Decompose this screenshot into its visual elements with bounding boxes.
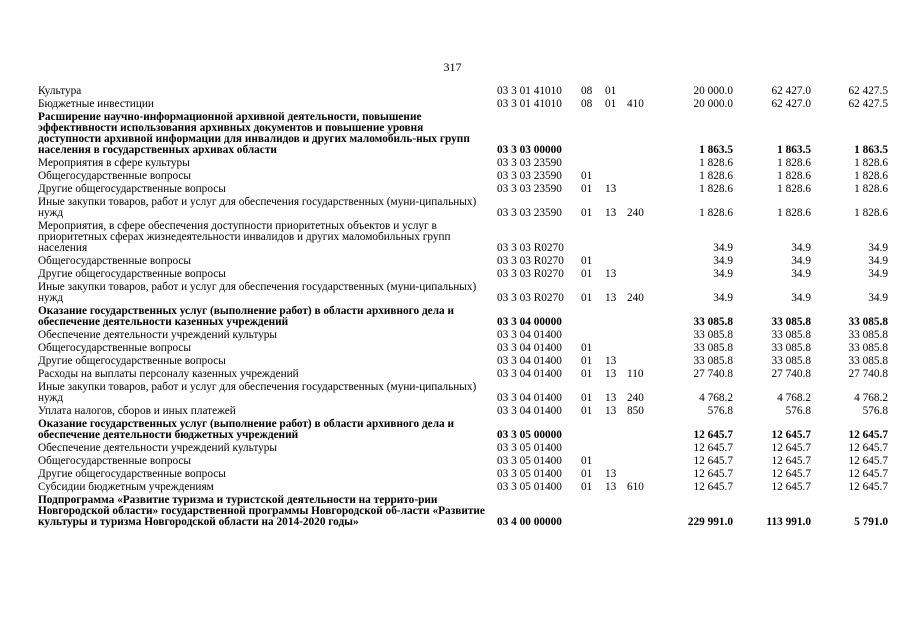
row-value-2: 27 740.8 bbox=[771, 368, 811, 380]
row-value-1: 12 645.7 bbox=[693, 455, 733, 467]
row-value-1: 1 863.5 bbox=[699, 144, 733, 156]
row-subsection bbox=[605, 418, 627, 442]
row-value-2: 33 085.8 bbox=[771, 355, 811, 367]
row-code: 03 3 05 01400 bbox=[497, 481, 562, 493]
row-value-2: 12 645.7 bbox=[771, 455, 811, 467]
row-section bbox=[581, 418, 605, 442]
row-section: 01 bbox=[581, 268, 593, 280]
row-section: 01 bbox=[581, 183, 593, 195]
table-row bbox=[38, 355, 888, 368]
row-value-3: 12 645.7 bbox=[848, 429, 888, 441]
table-row bbox=[38, 455, 888, 468]
table-row bbox=[38, 305, 888, 329]
row-section: 01 bbox=[581, 170, 593, 182]
row-name: Другие общегосударственные вопросы bbox=[38, 268, 226, 280]
row-name: Иные закупки товаров, работ и услуг для обеспечения государственных (муни-ципальных) нужд bbox=[38, 281, 477, 304]
row-value-1: 33 085.8 bbox=[693, 355, 733, 367]
row-value-1: 1 828.6 bbox=[699, 207, 733, 219]
row-value-3: 33 085.8 bbox=[848, 355, 888, 367]
row-name: Мероприятия в сфере культуры bbox=[38, 157, 190, 169]
row-code: 03 3 03 R0270 bbox=[497, 255, 564, 267]
row-section: 01 bbox=[581, 355, 593, 367]
row-code: 03 3 03 R0270 bbox=[497, 268, 564, 280]
row-expense-type bbox=[627, 157, 657, 170]
row-value-3: 12 645.7 bbox=[848, 468, 888, 480]
table-row bbox=[38, 255, 888, 268]
row-value-3: 1 828.6 bbox=[854, 207, 888, 219]
row-section bbox=[581, 111, 605, 157]
row-value-2: 34.9 bbox=[791, 292, 811, 304]
row-expense-type: 850 bbox=[627, 405, 644, 417]
row-subsection: 01 bbox=[605, 98, 617, 110]
row-section: 01 bbox=[581, 455, 593, 467]
table-row bbox=[38, 468, 888, 481]
row-value-2: 113 991.0 bbox=[766, 516, 811, 528]
row-subsection: 13 bbox=[605, 292, 617, 304]
row-subsection: 13 bbox=[605, 405, 617, 417]
row-expense-type bbox=[627, 183, 657, 196]
row-name: Иные закупки товаров, работ и услуг для обеспечения государственных (муни-ципальных) нужд bbox=[38, 381, 477, 404]
row-section bbox=[581, 329, 605, 342]
table-row bbox=[38, 220, 888, 255]
row-subsection bbox=[605, 157, 627, 170]
row-value-2: 62 427.0 bbox=[771, 98, 811, 110]
row-value-2: 34.9 bbox=[791, 255, 811, 267]
row-expense-type bbox=[627, 468, 657, 481]
table-row bbox=[38, 418, 888, 442]
page-number: 317 bbox=[443, 60, 462, 74]
row-value-2: 33 085.8 bbox=[771, 316, 811, 328]
row-section: 01 bbox=[581, 255, 593, 267]
table-row bbox=[38, 111, 888, 157]
row-value-1: 33 085.8 bbox=[693, 342, 733, 354]
row-value-1: 12 645.7 bbox=[693, 481, 733, 493]
row-name: Расходы на выплаты персоналу казенных учреждений bbox=[38, 368, 299, 380]
row-subsection bbox=[605, 220, 627, 255]
row-value-2: 1 828.6 bbox=[777, 170, 811, 182]
row-subsection bbox=[605, 329, 627, 342]
row-section bbox=[581, 494, 605, 529]
row-name: Расширение научно-информационной архивной деятельности, повышение эффективности использования архивных документов и повышение уровня доступности архивной информации для инвалидов и других маломобиль-ных групп населения в государственных архивах области bbox=[38, 111, 470, 156]
table-row bbox=[38, 196, 888, 220]
row-code: 03 3 03 R0270 bbox=[497, 292, 564, 304]
row-code: 03 3 05 01400 bbox=[497, 468, 562, 480]
row-value-3: 33 085.8 bbox=[848, 342, 888, 354]
row-section: 08 bbox=[581, 98, 593, 110]
row-value-3: 33 085.8 bbox=[848, 329, 888, 341]
row-value-3: 5 791.0 bbox=[854, 516, 888, 528]
row-name: Общегосударственные вопросы bbox=[38, 255, 191, 267]
row-value-3: 1 863.5 bbox=[854, 144, 888, 156]
row-section: 01 bbox=[581, 405, 593, 417]
row-value-3: 12 645.7 bbox=[848, 442, 888, 454]
row-name: Оказание государственных услуг (выполнение работ) в области архивного дела и обеспечение деятельности казенных учреждений bbox=[38, 305, 455, 328]
row-value-1: 12 645.7 bbox=[693, 468, 733, 480]
row-subsection bbox=[605, 305, 627, 329]
row-value-2: 62 427.0 bbox=[771, 85, 811, 97]
row-code: 03 3 04 01400 bbox=[497, 355, 562, 367]
row-subsection: 13 bbox=[605, 368, 617, 380]
table-row bbox=[38, 405, 888, 418]
row-value-1: 33 085.8 bbox=[693, 316, 733, 328]
row-value-2: 1 828.6 bbox=[777, 183, 811, 195]
row-value-1: 12 645.7 bbox=[693, 429, 733, 441]
table-row bbox=[38, 442, 888, 455]
row-expense-type: 610 bbox=[627, 481, 644, 493]
row-section: 01 bbox=[581, 392, 593, 404]
row-subsection: 13 bbox=[605, 468, 617, 480]
row-value-3: 34.9 bbox=[868, 292, 888, 304]
row-subsection: 13 bbox=[605, 355, 617, 367]
row-value-3: 1 828.6 bbox=[854, 183, 888, 195]
table-row bbox=[38, 368, 888, 381]
row-value-3: 12 645.7 bbox=[848, 481, 888, 493]
row-subsection: 13 bbox=[605, 183, 617, 195]
row-name: Подпрограмма «Развитие туризма и туристской деятельности на террито-рии Новгородской области» государственной программы Новгородской об-ласти «Развитие культуры и туризма Новгородской области на 2014-2020 годы» bbox=[38, 494, 485, 528]
row-value-1: 4 768.2 bbox=[699, 392, 733, 404]
row-value-1: 20 000.0 bbox=[693, 98, 733, 110]
row-name: Общегосударственные вопросы bbox=[38, 342, 191, 354]
row-value-2: 1 828.6 bbox=[777, 157, 811, 169]
row-name: Другие общегосударственные вопросы bbox=[38, 183, 226, 195]
row-value-1: 20 000.0 bbox=[693, 85, 733, 97]
row-value-2: 34.9 bbox=[791, 242, 811, 254]
table-row bbox=[38, 381, 888, 405]
row-section: 01 bbox=[581, 468, 593, 480]
table-row bbox=[38, 329, 888, 342]
row-expense-type bbox=[627, 268, 657, 281]
row-code: 03 3 04 01400 bbox=[497, 368, 562, 380]
row-value-1: 229 991.0 bbox=[687, 516, 733, 528]
row-expense-type bbox=[627, 220, 657, 255]
row-expense-type: 240 bbox=[627, 292, 644, 304]
table-row bbox=[38, 494, 888, 529]
row-value-2: 34.9 bbox=[791, 268, 811, 280]
row-expense-type bbox=[627, 442, 657, 455]
row-expense-type bbox=[627, 85, 657, 98]
row-subsection: 13 bbox=[605, 481, 617, 493]
row-subsection bbox=[605, 455, 627, 468]
row-value-1: 12 645.7 bbox=[693, 442, 733, 454]
row-section: 01 bbox=[581, 207, 593, 219]
row-code: 03 3 03 23590 bbox=[497, 207, 562, 219]
row-name: Общегосударственные вопросы bbox=[38, 170, 191, 182]
row-expense-type bbox=[627, 111, 657, 157]
row-subsection: 13 bbox=[605, 268, 617, 280]
row-value-2: 4 768.2 bbox=[777, 392, 811, 404]
table-row bbox=[38, 281, 888, 305]
row-expense-type bbox=[627, 170, 657, 183]
row-value-2: 12 645.7 bbox=[771, 429, 811, 441]
row-value-1: 34.9 bbox=[713, 268, 733, 280]
row-expense-type: 240 bbox=[627, 392, 644, 404]
row-code: 03 3 04 01400 bbox=[497, 342, 562, 354]
row-subsection bbox=[605, 442, 627, 455]
row-value-3: 33 085.8 bbox=[848, 316, 888, 328]
row-subsection: 13 bbox=[605, 392, 617, 404]
row-value-1: 34.9 bbox=[713, 292, 733, 304]
row-code: 03 3 03 23590 bbox=[497, 157, 562, 169]
row-section: 01 bbox=[581, 481, 593, 493]
row-value-3: 1 828.6 bbox=[854, 170, 888, 182]
table-row bbox=[38, 98, 888, 111]
row-expense-type bbox=[627, 455, 657, 468]
row-value-2: 12 645.7 bbox=[771, 442, 811, 454]
row-name: Культура bbox=[38, 85, 82, 97]
row-value-1: 1 828.6 bbox=[699, 157, 733, 169]
row-expense-type bbox=[627, 342, 657, 355]
row-expense-type: 410 bbox=[627, 98, 644, 110]
row-name: Уплата налогов, сборов и иных платежей bbox=[38, 405, 236, 417]
row-subsection bbox=[605, 170, 627, 183]
row-name: Мероприятия, в сфере обеспечения доступности приоритетных объектов и услуг в приоритетных сферах жизнедеятельности инвалидов и других маломобильных групп населения bbox=[38, 220, 451, 254]
row-value-3: 34.9 bbox=[868, 242, 888, 254]
row-expense-type bbox=[627, 329, 657, 342]
row-value-3: 4 768.2 bbox=[854, 392, 888, 404]
row-section: 01 bbox=[581, 292, 593, 304]
row-subsection: 13 bbox=[605, 207, 617, 219]
table-row bbox=[38, 170, 888, 183]
row-expense-type bbox=[627, 355, 657, 368]
row-subsection bbox=[605, 111, 627, 157]
row-value-3: 576.8 bbox=[862, 405, 888, 417]
row-value-1: 34.9 bbox=[713, 242, 733, 254]
row-name: Другие общегосударственные вопросы bbox=[38, 468, 226, 480]
row-subsection bbox=[605, 342, 627, 355]
row-name: Общегосударственные вопросы bbox=[38, 455, 191, 467]
row-name: Другие общегосударственные вопросы bbox=[38, 355, 226, 367]
row-value-3: 1 828.6 bbox=[854, 157, 888, 169]
row-value-1: 34.9 bbox=[713, 255, 733, 267]
table-body bbox=[38, 85, 888, 529]
row-name: Бюджетные инвестиции bbox=[38, 98, 154, 110]
row-name: Иные закупки товаров, работ и услуг для обеспечения государственных (муни-ципальных) нужд bbox=[38, 196, 477, 219]
table-row bbox=[38, 157, 888, 170]
row-value-2: 33 085.8 bbox=[771, 329, 811, 341]
row-value-3: 12 645.7 bbox=[848, 455, 888, 467]
row-code: 03 3 04 01400 bbox=[497, 329, 562, 341]
row-section bbox=[581, 442, 605, 455]
row-value-3: 34.9 bbox=[868, 255, 888, 267]
row-expense-type: 240 bbox=[627, 207, 644, 219]
row-expense-type bbox=[627, 305, 657, 329]
row-value-1: 1 828.6 bbox=[699, 170, 733, 182]
row-value-2: 12 645.7 bbox=[771, 481, 811, 493]
row-value-2: 576.8 bbox=[785, 405, 811, 417]
row-expense-type bbox=[627, 494, 657, 529]
row-value-3: 62 427.5 bbox=[848, 98, 888, 110]
table-row bbox=[38, 85, 888, 98]
row-code: 03 3 03 00000 bbox=[497, 144, 562, 156]
row-code: 03 3 01 41010 bbox=[497, 98, 562, 110]
row-value-1: 33 085.8 bbox=[693, 329, 733, 341]
row-code: 03 3 03 23590 bbox=[497, 183, 562, 195]
row-value-2: 12 645.7 bbox=[771, 468, 811, 480]
row-section: 01 bbox=[581, 368, 593, 380]
row-code: 03 3 04 00000 bbox=[497, 316, 562, 328]
row-section bbox=[581, 220, 605, 255]
row-code: 03 3 01 41010 bbox=[497, 85, 562, 97]
table-row bbox=[38, 481, 888, 494]
row-section bbox=[581, 305, 605, 329]
row-value-2: 33 085.8 bbox=[771, 342, 811, 354]
budget-table bbox=[38, 85, 888, 529]
row-subsection: 01 bbox=[605, 85, 617, 97]
row-name: Обеспечение деятельности учреждений культуры bbox=[38, 329, 277, 341]
row-name: Субсидии бюджетным учреждениям bbox=[38, 481, 214, 493]
row-code: 03 3 05 00000 bbox=[497, 429, 562, 441]
table-row bbox=[38, 183, 888, 196]
row-code: 03 3 05 01400 bbox=[497, 455, 562, 467]
row-code: 03 3 03 R0270 bbox=[497, 242, 564, 254]
row-expense-type: 110 bbox=[627, 368, 644, 380]
row-code: 03 3 04 01400 bbox=[497, 405, 562, 417]
row-value-2: 1 828.6 bbox=[777, 207, 811, 219]
row-name: Оказание государственных услуг (выполнение работ) в области архивного дела и обеспечение деятельности бюджетных учреждений bbox=[38, 418, 455, 441]
row-code: 03 3 05 01400 bbox=[497, 442, 562, 454]
row-section: 01 bbox=[581, 342, 593, 354]
row-value-2: 1 863.5 bbox=[777, 144, 811, 156]
row-name: Обеспечение деятельности учреждений культуры bbox=[38, 442, 277, 454]
row-section: 08 bbox=[581, 85, 593, 97]
row-value-1: 1 828.6 bbox=[699, 183, 733, 195]
row-value-3: 27 740.8 bbox=[848, 368, 888, 380]
row-code: 03 4 00 00000 bbox=[497, 516, 562, 528]
row-value-3: 34.9 bbox=[868, 268, 888, 280]
row-expense-type bbox=[627, 255, 657, 268]
row-value-3: 62 427.5 bbox=[848, 85, 888, 97]
row-subsection bbox=[605, 494, 627, 529]
row-code: 03 3 04 01400 bbox=[497, 392, 562, 404]
row-value-1: 27 740.8 bbox=[693, 368, 733, 380]
row-section bbox=[581, 157, 605, 170]
table-row bbox=[38, 268, 888, 281]
row-expense-type bbox=[627, 418, 657, 442]
row-code: 03 3 03 23590 bbox=[497, 170, 562, 182]
row-subsection bbox=[605, 255, 627, 268]
row-value-1: 576.8 bbox=[707, 405, 733, 417]
table-row bbox=[38, 342, 888, 355]
